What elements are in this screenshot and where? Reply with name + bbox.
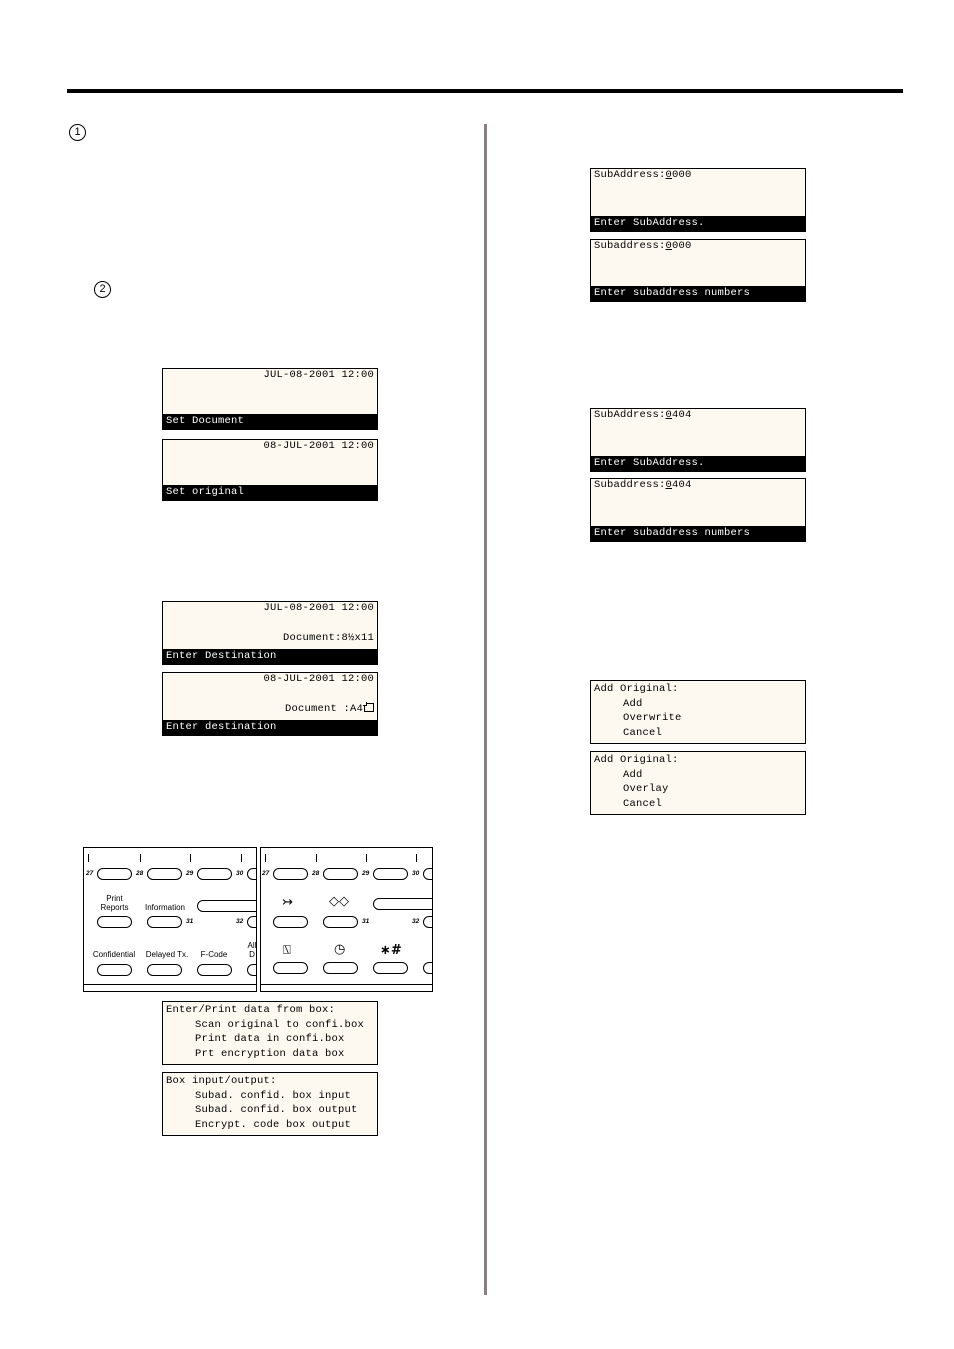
lcd-label: SubAddress:: [594, 409, 666, 421]
lcd-digits: 000: [672, 169, 692, 181]
key-number: 27: [262, 870, 270, 877]
lcd-menu-item: Subad. confid. box output: [195, 1104, 358, 1116]
panel-tick: [416, 854, 417, 862]
lcd-menu-item: Add: [623, 768, 643, 781]
lcd-menu-title: Box input/output:: [166, 1075, 277, 1087]
lcd-add-original-overwrite: [590, 680, 806, 744]
star-hash-icon: ∗#: [380, 943, 402, 958]
lcd-menu: [594, 682, 682, 740]
lcd-menu-item: Print data in confi.box: [195, 1033, 345, 1045]
timer-icon: ◷: [334, 942, 346, 957]
lcd-subaddress-line: [594, 479, 692, 491]
key-number: 32: [412, 918, 420, 925]
one-touch-key-32[interactable]: [247, 916, 257, 928]
delayed-tx-button[interactable]: [147, 964, 182, 976]
header-rule: [67, 89, 903, 93]
lcd-menu-item: Overlay: [623, 783, 669, 795]
lcd-subaddress-0404-a: [590, 408, 806, 472]
f-code-button[interactable]: [197, 964, 232, 976]
lcd-menu-title: Add Original:: [594, 754, 679, 766]
lcd-box-menu-a: [162, 1001, 378, 1065]
lcd-datetime: 08-JUL-2001 12:00: [263, 440, 374, 452]
delayed-tx-label: Delayed Tx.: [145, 950, 189, 959]
lcd-document-size: Document:8½x11: [282, 632, 374, 644]
lcd-menu-item: Encrypt. code box output: [195, 1118, 352, 1131]
speaker-icon: ↣: [282, 895, 293, 910]
step-2-number: 2: [99, 283, 106, 295]
key-number: 30: [236, 870, 244, 877]
one-touch-key-28[interactable]: [323, 868, 358, 880]
one-touch-key-29[interactable]: [373, 868, 408, 880]
key-number: 31: [362, 918, 370, 925]
lcd-menu: [594, 753, 679, 811]
operation-panel-left: [83, 847, 257, 992]
lcd-subaddress-line: [594, 409, 692, 421]
lcd-menu-item: Add: [623, 697, 643, 710]
lcd-status: Enter SubAddress.: [591, 456, 805, 471]
information-label: Information: [144, 903, 186, 912]
information-button[interactable]: [147, 916, 182, 928]
panel-bottom-line: [84, 984, 256, 985]
step-1-marker: [69, 124, 86, 141]
lcd-status: Enter subaddress numbers: [591, 526, 805, 541]
lcd-set-original: [162, 439, 378, 501]
lcd-digits: 404: [672, 409, 692, 421]
one-touch-key-27[interactable]: [97, 868, 132, 880]
lcd-digits: 404: [672, 479, 692, 491]
operation-panel-right: [260, 847, 433, 992]
lcd-datetime: 08-JUL-2001 12:00: [263, 673, 374, 685]
one-touch-key-30[interactable]: [247, 868, 257, 880]
lcd-subaddress-0000-a: [590, 168, 806, 232]
lcd-add-original-overlay: [590, 751, 806, 815]
lcd-cursor-digit: 0: [665, 479, 673, 491]
key-number: 30: [412, 870, 420, 877]
document-orientation-icon: [364, 703, 374, 712]
lcd-cursor-digit: 0: [665, 240, 673, 252]
f-code-label: F-Code: [200, 950, 228, 959]
key-number: 28: [136, 870, 144, 877]
panel-tick: [265, 854, 266, 862]
lcd-label: Subaddress:: [594, 479, 666, 491]
panel-tick: [88, 854, 89, 862]
star-hash-button[interactable]: [373, 962, 408, 974]
lcd-status: Set original: [163, 485, 377, 500]
key-number: 29: [362, 870, 370, 877]
panel-tick: [241, 854, 242, 862]
diamond-button[interactable]: [323, 916, 358, 928]
panel-bottom-line: [261, 984, 432, 985]
step-2-marker: [94, 281, 111, 298]
lcd-menu-item: Cancel: [623, 797, 663, 810]
confidential-label: Confidential: [92, 950, 136, 959]
column-divider: [484, 124, 487, 1295]
speaker-button[interactable]: [273, 916, 308, 928]
edge-button[interactable]: [423, 962, 433, 974]
key-number: 31: [186, 918, 194, 925]
lcd-status: Enter Destination: [163, 649, 377, 664]
all-label: All D: [247, 941, 257, 959]
lcd-enter-destination-letter: [162, 601, 378, 665]
lcd-cursor-digit: 0: [665, 169, 673, 181]
lcd-datetime: JUL-08-2001 12:00: [263, 369, 374, 381]
lcd-enter-destination-a4: [162, 672, 378, 736]
lcd-set-document: [162, 368, 378, 430]
key-number: 28: [312, 870, 320, 877]
lcd-status: Set Document: [163, 414, 377, 429]
lcd-menu-item: Overwrite: [623, 712, 682, 724]
lcd-menu-item: Prt encryption data box: [195, 1047, 345, 1060]
lcd-subaddress-0404-b: [590, 478, 806, 542]
lcd-status: Enter subaddress numbers: [591, 286, 805, 301]
panel-tick: [366, 854, 367, 862]
lcd-menu-title: Enter/Print data from box:: [166, 1004, 336, 1016]
print-reports-label: Print Reports: [100, 894, 129, 912]
lcd-digits: 000: [672, 240, 692, 252]
key-number: 29: [186, 870, 194, 877]
wide-key[interactable]: [373, 898, 433, 910]
lcd-subaddress-0000-b: [590, 239, 806, 302]
lcd-menu-title: Add Original:: [594, 683, 679, 695]
mailbox-icon: ⍂: [283, 943, 291, 958]
lcd-document-size-text: Document :A4: [284, 703, 363, 715]
lcd-cursor-digit: 0: [665, 409, 673, 421]
diamond-icon: ◇◇: [329, 894, 349, 909]
wide-key[interactable]: [197, 900, 257, 912]
panel-tick: [140, 854, 141, 862]
all-button[interactable]: [247, 964, 257, 976]
lcd-menu: [166, 1003, 364, 1061]
one-touch-key-29[interactable]: [197, 868, 232, 880]
mailbox-button[interactable]: [273, 962, 308, 974]
key-number: 32: [236, 918, 244, 925]
step-1-number: 1: [74, 126, 81, 138]
lcd-menu-item: Scan original to confi.box: [195, 1018, 365, 1031]
one-touch-key-30[interactable]: [423, 868, 433, 880]
timer-button[interactable]: [323, 962, 358, 974]
panel-tick: [190, 854, 191, 862]
lcd-menu-item: Cancel: [623, 726, 663, 739]
panel-tick: [316, 854, 317, 862]
lcd-status: Enter SubAddress.: [591, 216, 805, 231]
lcd-label: SubAddress:: [594, 169, 666, 181]
key-number: 27: [86, 870, 94, 877]
one-touch-key-28[interactable]: [147, 868, 182, 880]
lcd-menu-item: Subad. confid. box input: [195, 1089, 352, 1102]
lcd-label: Subaddress:: [594, 240, 666, 252]
lcd-box-menu-b: [162, 1072, 378, 1136]
print-reports-button[interactable]: [97, 916, 132, 928]
lcd-subaddress-line: [594, 169, 692, 181]
confidential-button[interactable]: [97, 964, 132, 976]
lcd-datetime: JUL-08-2001 12:00: [263, 602, 374, 614]
lcd-status: Enter destination: [163, 720, 377, 735]
lcd-menu: [166, 1074, 358, 1132]
lcd-subaddress-line: [594, 240, 692, 252]
one-touch-key-27[interactable]: [273, 868, 308, 880]
one-touch-key-32[interactable]: [423, 916, 433, 928]
lcd-document-size: [285, 703, 374, 715]
